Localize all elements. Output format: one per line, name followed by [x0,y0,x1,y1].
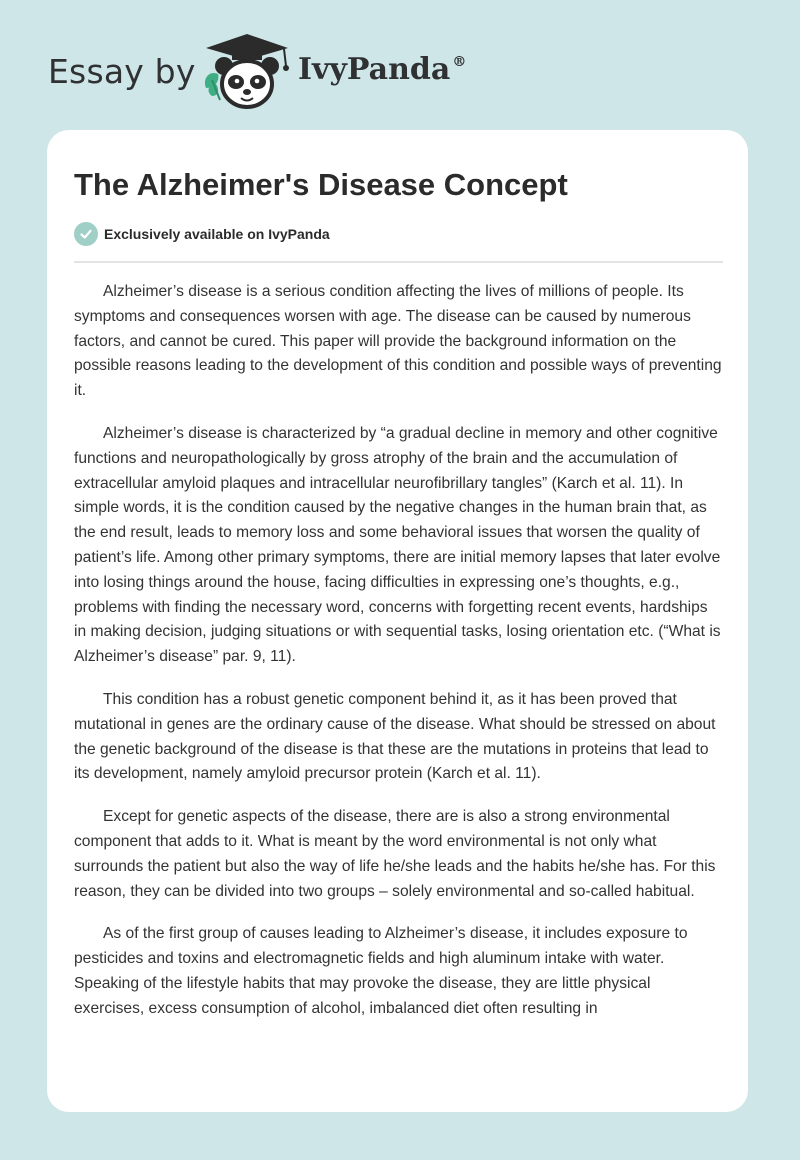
essay-body [74,280,724,1040]
divider [74,261,723,263]
essay-title: The Alzheimer's Disease Concept [74,167,568,202]
paragraph: As of the first group of causes leading to Alzheimer’s disease, it includes exposure to pesticides and toxins and electromagnetic fields and high aluminum intake with water. Speaking of the lifestyle habits that may provoke the disease, they are little physical exercises, excess consumption of alcohol, imbalanced diet often resulting in [74,925,688,1017]
paragraph: This condition has a robust genetic component behind it, as it has been proved that mutational in genes are the ordinary cause of the disease. What should be stressed on about the genetic background of the disease is that these are the mutations in proteins that lead to its development, namely amyloid precursor protein (Karch et al. 11). [74,690,716,783]
exclusive-badge [74,222,330,246]
brand-text: IvyPanda [298,52,451,87]
paragraph: Except for genetic aspects of the disease, there are is also a strong environmental component that adds to it. What is meant by the word environmental is not only what surrounds the patient but also the way of life he/she leads and the habits he/she has. For this reason, they can be divided into two groups – solely environmental and so-called habitual. [74,808,716,900]
paragraph: Alzheimer’s disease is characterized by “a gradual decline in memory and other cognitive functions and neuropathologically by gross atrophy of the brain and the accumulation of extracellular amyloid plaques and intracellular neurofibrillary tangles” (Karch et al. 11). In simple words, it is the condition caused by the negative changes in the human brain that, as the end result, leads to memory loss and some behavioral issues that worsen the quality of patient’s life. Among other primary symptoms, there are initial memory lapses that later evolve into losing things around the house, facing difficulties in expressing one’s thoughts, e.g., problems with finding the necessary word, concerns with forgetting recent events, hardships in making decision, judging situations or with sequential tasks, losing orientation etc. (“What is Alzheimer’s disease” par. 9, 11). [74,424,721,666]
paragraph: Alzheimer’s disease is a serious condition affecting the lives of millions of people. Its symptoms and consequences worsen with age. The disease can be caused by numerous factors, and cannot be cured. This paper will provide the background information on the possible reasons leading to the development of this condition and possible ways of preventing it. [74,283,722,400]
check-icon [74,222,98,246]
exclusive-badge-label: Exclusively available on IvyPanda [104,226,330,242]
essay-by-label: Essay by [48,52,196,91]
brand-name[interactable] [298,52,466,87]
site-header [0,0,800,130]
panda-graduate-logo-icon[interactable] [198,30,296,112]
registered-mark: ® [452,54,467,70]
essay-card [47,130,748,1112]
